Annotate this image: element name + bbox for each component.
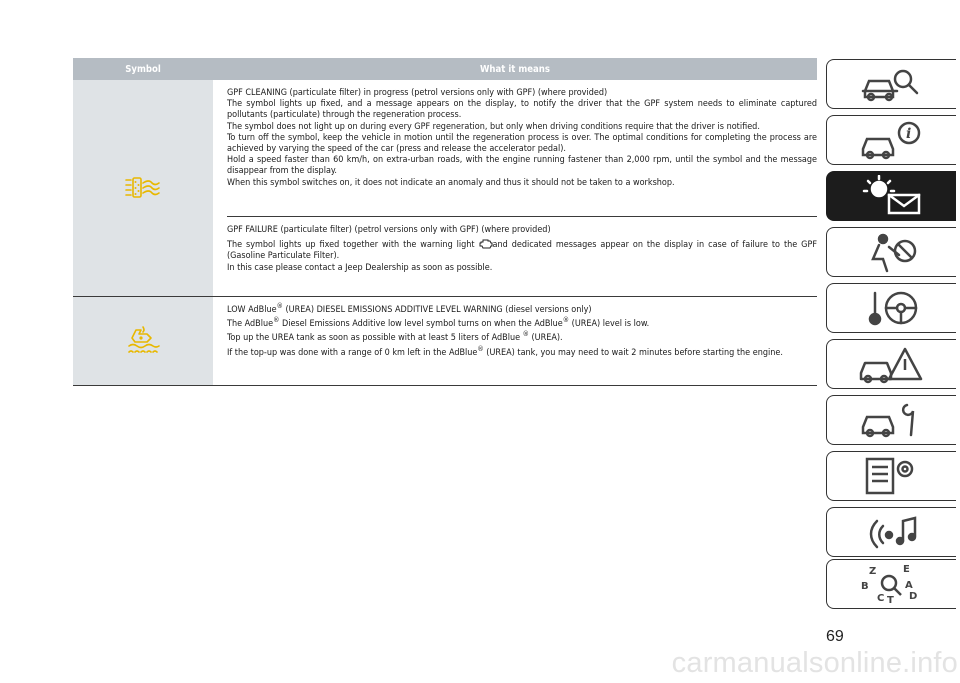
alphabetical-index-icon — [855, 563, 929, 605]
meaning-cell — [213, 80, 817, 296]
gpf-cleaning-section: GPF CLEANING (particulate filter) in progress (petrol versions only with GPF) (where provided) The symbol lights up fixed, and a message appears on the display, to notify the driver that the GPF system needs to eliminate captured pollutants (particulate) through the regeneration process. The symbol does not light up on during every GPF regeneration, but only when driving conditions require that the driver is notified. To turn off the symbol, keep the vehicle in motion until the regeneration process is over. The optimal conditions for completing the process are achieved by varying the speed of the car (press and release the accelerator pedal). Hold a speed faster than 60 km/h, on extra-urban roads, with the engine running fastener than 2,000 rpm, until the symbol and the message disappear from the display. When this symbol switches on, it does not indicate an anomaly and thus it should not be taken to a workshop. — [227, 88, 817, 188]
tab-multimedia[interactable] — [826, 507, 956, 557]
table-row — [73, 80, 817, 297]
tab-warning-lights[interactable] — [826, 171, 956, 221]
gpf-cleaning-title: GPF CLEANING (particulate filter) in progress (petrol versions only with GPF) (where provided) — [227, 88, 608, 98]
tab-safety[interactable] — [826, 227, 956, 277]
header-symbol: Symbol — [125, 63, 161, 75]
header-meaning: What it means — [480, 63, 550, 75]
adblue-section: LOW AdBlue® (UREA) DIESEL EMISSIONS ADDITIVE LEVEL WARNING (diesel versions only) The AdBlue® Diesel Emissions Additive low level symbol turns on when the AdBlue® (UREA) level is low. Top up the UREA tank as soon as possible with at least 5 liters of AdBlue ® (UREA). If the top-up was done with a range of 0 km left in the AdBlue® (UREA) tank, you may need to wait 2 minutes before starting the engine. — [227, 297, 817, 365]
adblue-level-icon — [123, 324, 163, 358]
table-header — [73, 58, 817, 80]
svg-text:C: C — [876, 593, 884, 604]
meaning-cell — [213, 297, 817, 385]
tab-starting-driving[interactable] — [826, 283, 956, 333]
svg-text:B: B — [860, 581, 869, 592]
gpf-failure-section: GPF FAILURE (particulate filter) (petrol versions only with GPF) (where provided) The symbol lights up fixed together with the warning light and dedicated messages appear on the display in case of failure to the GPF (Gasoline Particulate Filter). In this case please contact a Jeep Dealership as soon as possible. — [227, 216, 817, 280]
tab-emergency[interactable] — [826, 339, 956, 389]
warning-light-message-icon — [855, 175, 929, 217]
svg-text:T: T — [886, 595, 894, 605]
car-emergency-icon — [855, 343, 929, 385]
multimedia-icon — [855, 511, 929, 553]
tab-car-info[interactable] — [826, 115, 956, 165]
svg-text:i: i — [905, 126, 911, 142]
page-number: 69 — [826, 628, 844, 645]
tab-car-search[interactable] — [826, 59, 956, 109]
svg-text:A: A — [904, 580, 913, 591]
svg-text:E: E — [902, 564, 910, 575]
svg-text:D: D — [908, 591, 917, 602]
adblue-title: LOW AdBlue® (UREA) DIESEL EMISSIONS ADDITIVE LEVEL WARNING (diesel versions only) — [227, 302, 592, 315]
symbol-cell — [73, 80, 213, 296]
watermark: carmanualsonline.info — [671, 647, 958, 679]
specs-gear-icon — [855, 455, 929, 497]
svg-text:Z: Z — [868, 566, 876, 577]
tab-index[interactable] — [826, 559, 956, 609]
gpf-cleaning-icon — [125, 175, 161, 201]
gpf-failure-title: GPF FAILURE (particulate filter) (petrol versions only with GPF) (where provided) — [227, 225, 551, 235]
table-row — [73, 297, 817, 386]
airbag-safety-icon — [855, 231, 929, 273]
tab-technical-specs[interactable] — [826, 451, 956, 501]
symbol-cell — [73, 297, 213, 385]
warning-lights-table — [73, 58, 817, 386]
car-info-icon — [855, 119, 929, 161]
car-search-icon — [855, 63, 929, 105]
car-wrench-icon — [855, 399, 929, 441]
steering-wheel-icon — [855, 287, 929, 329]
engine-check-icon — [479, 238, 493, 249]
tab-servicing[interactable] — [826, 395, 956, 445]
